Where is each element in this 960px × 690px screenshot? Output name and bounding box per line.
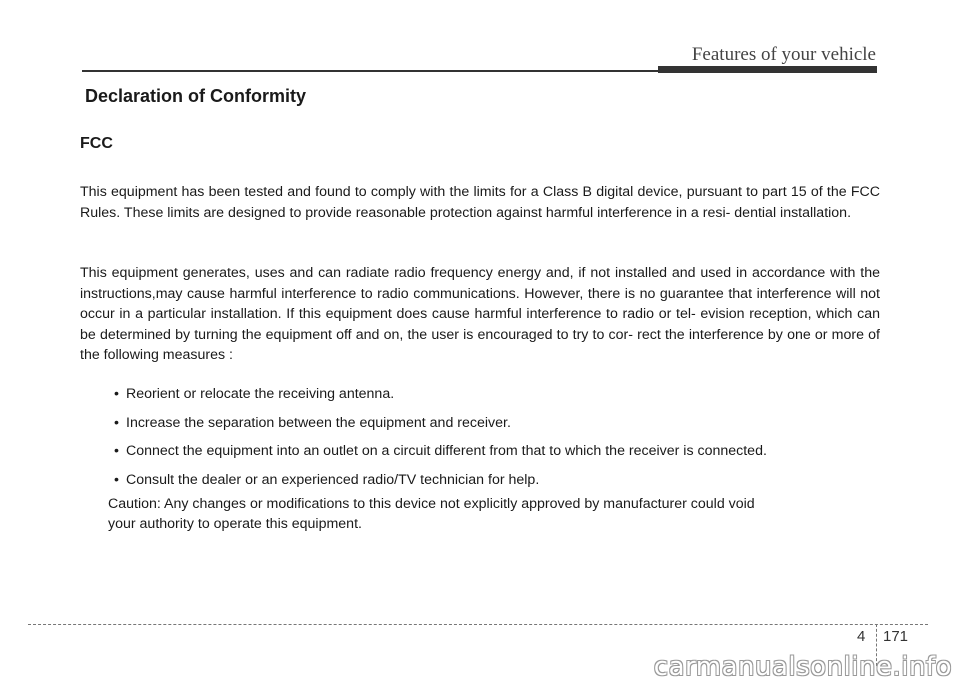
caution-line-2: your authority to operate this equipment. xyxy=(108,516,362,532)
list-item xyxy=(114,471,767,489)
paragraph-interference: This equipment generates, uses and can radiate radio frequency energy and, if not installed and used in accordance with the instructions,may cause harmful interference to radio communications. However, there is no guarantee that interference will not occur in a particular installation. If this equipment does cause harmful interference to radio or tel- evision reception, which can be determined by turning the equipment off and on, the user is encouraged to try to cor- rect the interference by one or more of the following measures : xyxy=(80,265,880,363)
list-item xyxy=(114,385,767,403)
bullet-icon: • xyxy=(114,471,119,488)
list-item-text: Connect the equipment into an outlet on a circuit different from that to which the receiver is connected. xyxy=(126,443,767,459)
list-item-text: Reorient or relocate the receiving antenna. xyxy=(126,386,395,402)
caution-note xyxy=(108,494,755,534)
caution-line-1: Caution: Any changes or modifications to this device not explicitly approved by manufacturer could void xyxy=(108,496,755,512)
bullet-icon: • xyxy=(114,386,119,402)
header-rule-thick xyxy=(658,66,877,73)
section-title: Declaration of Conformity xyxy=(85,86,307,106)
measures-list xyxy=(114,385,767,499)
chapter-number: 4 xyxy=(857,628,866,645)
paragraph-compliance: This equipment has been tested and found to comply with the limits for a Class B digital device, pursuant to part 15 of the FCC Rules. These limits are designed to provide reasonable protection against harmful interference in a resi- dential installation. xyxy=(80,184,880,221)
list-item-text: Increase the separation between the equipment and receiver. xyxy=(126,414,511,431)
chapter-header-title: Features of your vehicle xyxy=(691,44,876,65)
sub-heading-fcc: FCC xyxy=(80,135,113,152)
page-number: 171 xyxy=(883,628,909,645)
bullet-icon: • xyxy=(114,443,119,459)
header-rule-thin xyxy=(82,70,660,72)
list-item xyxy=(114,442,767,460)
footer-rule xyxy=(28,624,928,625)
list-item xyxy=(114,414,767,432)
bullet-icon: • xyxy=(114,414,119,431)
list-item-text: Consult the dealer or an experienced radio/TV technician for help. xyxy=(126,471,540,488)
watermark-logo: carmanualsonline.info xyxy=(653,652,952,682)
